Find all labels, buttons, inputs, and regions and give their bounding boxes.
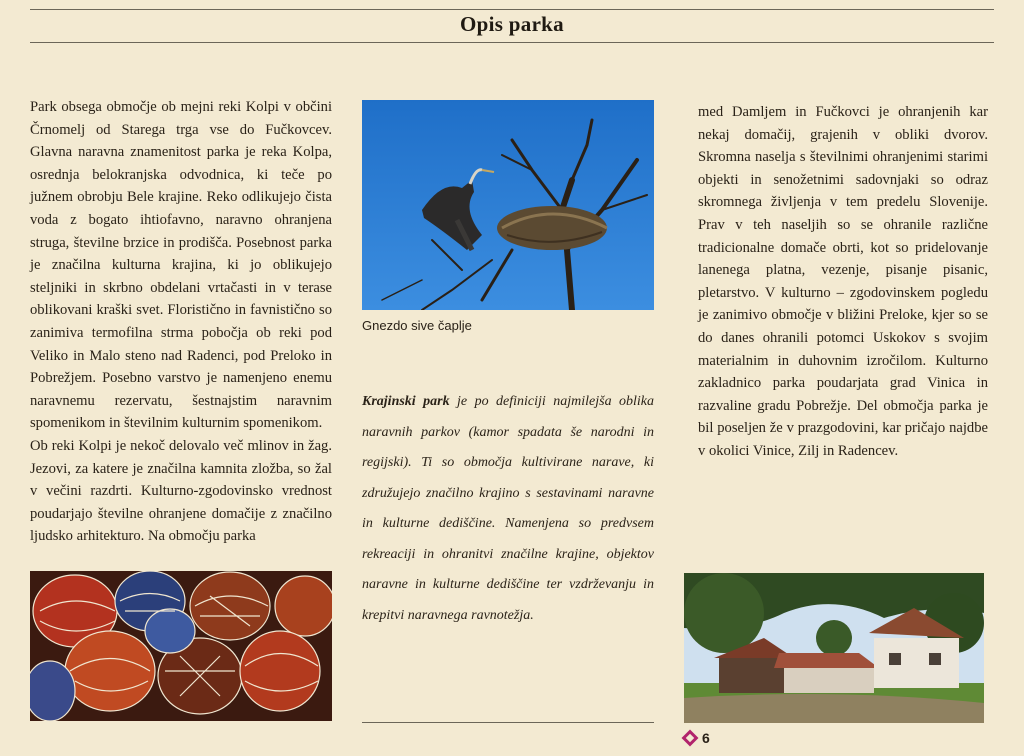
middle-bottom-rule <box>362 722 654 723</box>
diamond-icon <box>682 730 699 747</box>
left-paragraph-1: Park obsega območje ob mejni reki Kolpi v občini Črnomelj od Starega trga vse do Fučkovcev. Glavna naravna znamenitost parka je reka Kolpa, osrednja belokranjska odvodnica, ki teče po južnem obrobju Bele krajine. Reko odlikujejo čista voda z bogato ihtiofavno, naravno ohranjena struga, številne brzice in prodišča. Posebnost parka je značilna kulturna krajina, ki jo oblikujejo steljniki in skrbno obdelani vrtačasti in v terase oblikovani kraški svet. Floristično in favnistično so zanimiva termofilna strma pobočja ob reki pod Veliko in Malo steno nad Radenci, pod Preloko in Pobrežjem. Posebno varstvo je namenjeno enemu naravnemu rezervatu, šestnajstim naravnim spomenikom in številnim kulturnim spomenikom. <box>30 99 332 432</box>
definition-text: je po definiciji najmilejša oblika naravnih parkov (kamor spadata še narodni in regijski). Ti so območja kultivirane narave, ki združujejo značilno krajino s sestavinami naravne in kulturne dediščine. Namenjena so predvsem rekreaciji in ohranitvi značilne krajine, objektov naravne in kulturne dediščine ter vzdrževanju in krepitvi naravnega ravnotežja. <box>362 394 655 623</box>
right-paragraph-1: med Damljem in Fučkovci je ohranjenih kar nekaj domačij, grajenih v obliki dvorov. Skromna naselja s številnimi ohranjenimi starimi objekti in senožetnimi sadovnjaki so odraz skromnega življenja v tem predelu Slovenije. Prav v teh naseljih so se ohranile različne tradicionalne domače obrti, kot so pridelovanje lanenega platna, vezenje, pisanje pisanic, pletarstvo. V kulturno – zgodovinskem pogledu je zanimivo območje v bližini Preloke, kjer so se do danes ohranili potomci Uskokov s svojim materialnim in duhovnim izročilom. Kulturno zakladnico parka poudarjata grad Vinica in razvaline gradu Pobrežje. Del območja parka je bil poseljen že v prazgodovini, kar pričajo najdbe v okolici Vinice, Zilj in Radencev. <box>698 104 988 459</box>
heron-nest-photo <box>362 100 654 310</box>
page-number-area <box>684 730 710 746</box>
right-column <box>698 101 988 463</box>
top-rule <box>30 9 994 10</box>
page-number: 6 <box>702 730 710 746</box>
painted-eggs-photo <box>30 571 332 721</box>
definition-text-block <box>362 387 654 631</box>
photo-caption: Gnezdo sive čaplje <box>362 318 472 333</box>
definition-term: Krajinski park <box>362 394 450 409</box>
page-title: Opis parka <box>460 12 564 36</box>
farmhouse-photo <box>684 573 984 723</box>
title-underline <box>30 42 994 43</box>
left-column <box>30 96 332 548</box>
left-paragraph-2: Ob reki Kolpi je nekoč delovalo več mlinov in žag. Jezovi, za katere je značilna kamnita zložba, so žal v večini razdrti. Kulturno-zgodovinsko vrednost poudarjajo številne ohranjene domačije z značilno ljudsko arhitekturo. Na območju parka <box>30 437 332 545</box>
